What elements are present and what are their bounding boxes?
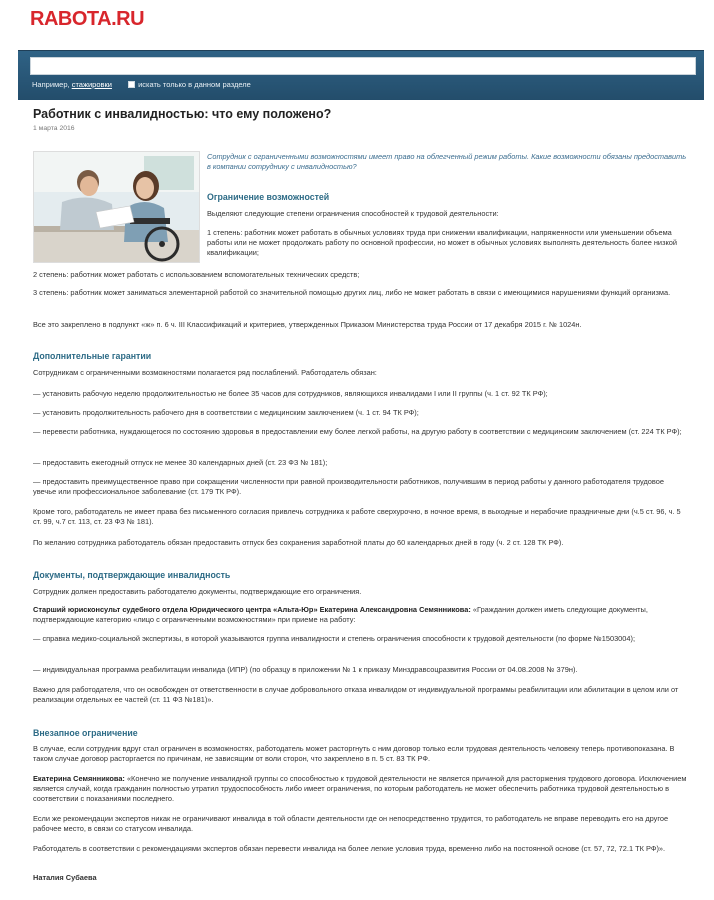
s1-paragraph-4: 3 степень: работник может заниматься элементарной работой со значительной помощью других лиц, либо не может работать в связи с имеющимися нарушениями функций организма.: [33, 288, 671, 297]
article-date: 1 марта 2016: [33, 124, 75, 132]
s2-paragraph-7: Кроме того, работодатель не имеет права без письменного согласия привлечь сотрудника к работе сверхурочно, в ночное время, в выходные и нерабочие праздничные дни (ч.5 ст. 96, ч. 5 ст. 99, ч.7 ст. 113, ст. 23 ФЗ № 181).: [33, 507, 681, 526]
section-heading-limitations: Ограничение возможностей: [207, 192, 330, 202]
section-only-checkbox[interactable]: [128, 81, 135, 88]
section-heading-documents: Документы, подтверждающие инвалидность: [33, 570, 231, 580]
s2-paragraph-3: — установить продолжительность рабочего дня в соответствии с медицинским заключением (ч. 1 ст. 94 ТК РФ);: [33, 408, 419, 417]
s2-paragraph-8: По желанию сотрудника работодатель обязан предоставить отпуск без сохранения заработной платы до 60 календарных дней в году (ч. 2 ст. 128 ТК РФ).: [33, 538, 564, 547]
s3-paragraph-2: [33, 605, 689, 625]
search-input[interactable]: [30, 57, 696, 75]
s4-expert-name: Екатерина Семянникова:: [33, 774, 125, 783]
section-only-label[interactable]: искать только в данном разделе: [138, 80, 251, 89]
logo-text: RABOTA: [30, 8, 112, 30]
s3-paragraph-1: Сотрудник должен предоставить работодателю документы, подтверждающие его ограничения.: [33, 587, 362, 596]
s3-paragraph-5: Важно для работодателя, что он освобожден от ответственности в случае добровольного отказа инвалидом от индивидуальной программы реабилитации или абилитации в целом или от реализации отдельных ее частей (ст. 11 ФЗ №181)».: [33, 685, 679, 704]
article-author: Наталия Субаева: [33, 873, 97, 882]
search-hint: [32, 80, 251, 90]
article: [33, 106, 689, 882]
s4-paragraph-2: [33, 774, 689, 803]
s1-paragraph-2: 1 степень: работник может работать в обычных условиях труда при снижении квалификации, напряженности или уменьшении объема работы или не может продолжать работу по основной профессии, но может в обычных условиях выполнять деятельность более низкой квалификации;: [207, 228, 678, 257]
search-bar: [18, 50, 704, 100]
search-hint-prefix: Например,: [32, 80, 70, 89]
section-heading-sudden: Внезапное ограничение: [33, 728, 138, 738]
s3-expert-quote: «Гражданин должен иметь следующие документы, подтверждающие категорию «лицо с ограниченными возможностями» при приеме на работу:: [33, 605, 648, 624]
s1-paragraph-1: Выделяют следующие степени ограничения способностей к трудовой деятельности:: [207, 209, 499, 218]
s1-paragraph-5: Все это закреплено в подпункт «ж» п. 6 ч. III Классификаций и критериев, утвержденных Приказом Министерства труда России от 17 декабря 2015 г. № 1024н.: [33, 320, 582, 329]
section-heading-guarantees: Дополнительные гарантии: [33, 351, 152, 361]
article-lead: Сотрудник с ограниченными возможностями имеет право на облегченный режим работы. Какие возможности обязаны предоставить в компании сотруднику с инвалидностью?: [207, 152, 687, 171]
s2-paragraph-5: — предоставить ежегодный отпуск не менее 30 календарных дней (ст. 23 ФЗ № 181);: [33, 458, 328, 467]
s3-paragraph-4: — индивидуальная программа реабилитации инвалида (ИПР) (по образцу в приложении № 1 к приказу Минздравсоцразвития России от 04.08.2008 № 379н).: [33, 665, 578, 674]
s2-paragraph-2: — установить рабочую неделю продолжительностью не более 35 часов для сотрудников, являющихся инвалидами I или II группы (ч. 1 ст. 92 ТК РФ);: [33, 389, 548, 398]
s2-paragraph-6: — предоставить преимущественное право при сокращении численности при равной производительности работников, получившим в период работы у данного работодателя трудовое увечье или профессиональное заболевание (ст. 179 ТК РФ).: [33, 477, 664, 496]
s3-paragraph-3: — справка медико-социальной экспертизы, в которой указываются группа инвалидности и степень ограничения способности к трудовой деятельности (по форме №1503004);: [33, 634, 636, 643]
logo-suffix: .RU: [111, 8, 145, 30]
s4-paragraph-3: Если же рекомендации экспертов никак не ограничивают инвалида в той области деятельности где он непосредственно трудится, то работодатель не вправе переводить его на другое рабочее место, в связи со статусом инвалида.: [33, 814, 669, 833]
s4-paragraph-4: Работодатель в соответствии с рекомендациями экспертов обязан перевести инвалида на более легкие условия труда, временно либо на постоянной основе (ст. 57, 72, 72.1 ТК РФ)».: [33, 844, 666, 853]
site-logo[interactable]: [30, 6, 144, 32]
s4-expert-quote: «Конечно же получение инвалидной группы со способностью к трудовой деятельности не является причиной для расторжения трудового договора. Исключением является случай, когда гражданин полностью утратил трудоспособность либо имеет ограничения, по которым работодатель не может обеспечить работника трудовой деятельностью в соответствии с показаниями последнего.: [33, 774, 687, 803]
s4-paragraph-1: В случае, если сотрудник вдруг стал ограничен в возможностях, работодатель может расторгнуть с ним договор только если трудовая деятельность человеку теперь противопоказана. В таком случае договор расторгается по причинам, не зависящим от воли сторон, что закреплено в п. 5 ст. 83 ТК РФ.: [33, 744, 675, 763]
s2-paragraph-1: Сотрудникам с ограниченными возможностями полагается ряд послаблений. Работодатель обязан:: [33, 368, 377, 377]
s2-paragraph-4: — перевести работника, нуждающегося по состоянию здоровья в предоставлении ему более легкой работы, на другую работу в соответствии с медицинским заключением (ст. 224 ТК РФ);: [33, 427, 682, 436]
s3-expert-name: Старший юрисконсульт судебного отдела Юридического центра «Альта-Юр» Екатерина Александровна Семянникова:: [33, 605, 471, 614]
s1-paragraph-3: 2 степень: работник может работать с использованием вспомогательных технических средств;: [33, 270, 360, 279]
photo-illustration: [34, 152, 200, 263]
article-photo: [33, 151, 200, 263]
search-hint-link[interactable]: стажировки: [71, 80, 112, 89]
article-title: Работник с инвалидностью: что ему положено?: [33, 107, 332, 121]
